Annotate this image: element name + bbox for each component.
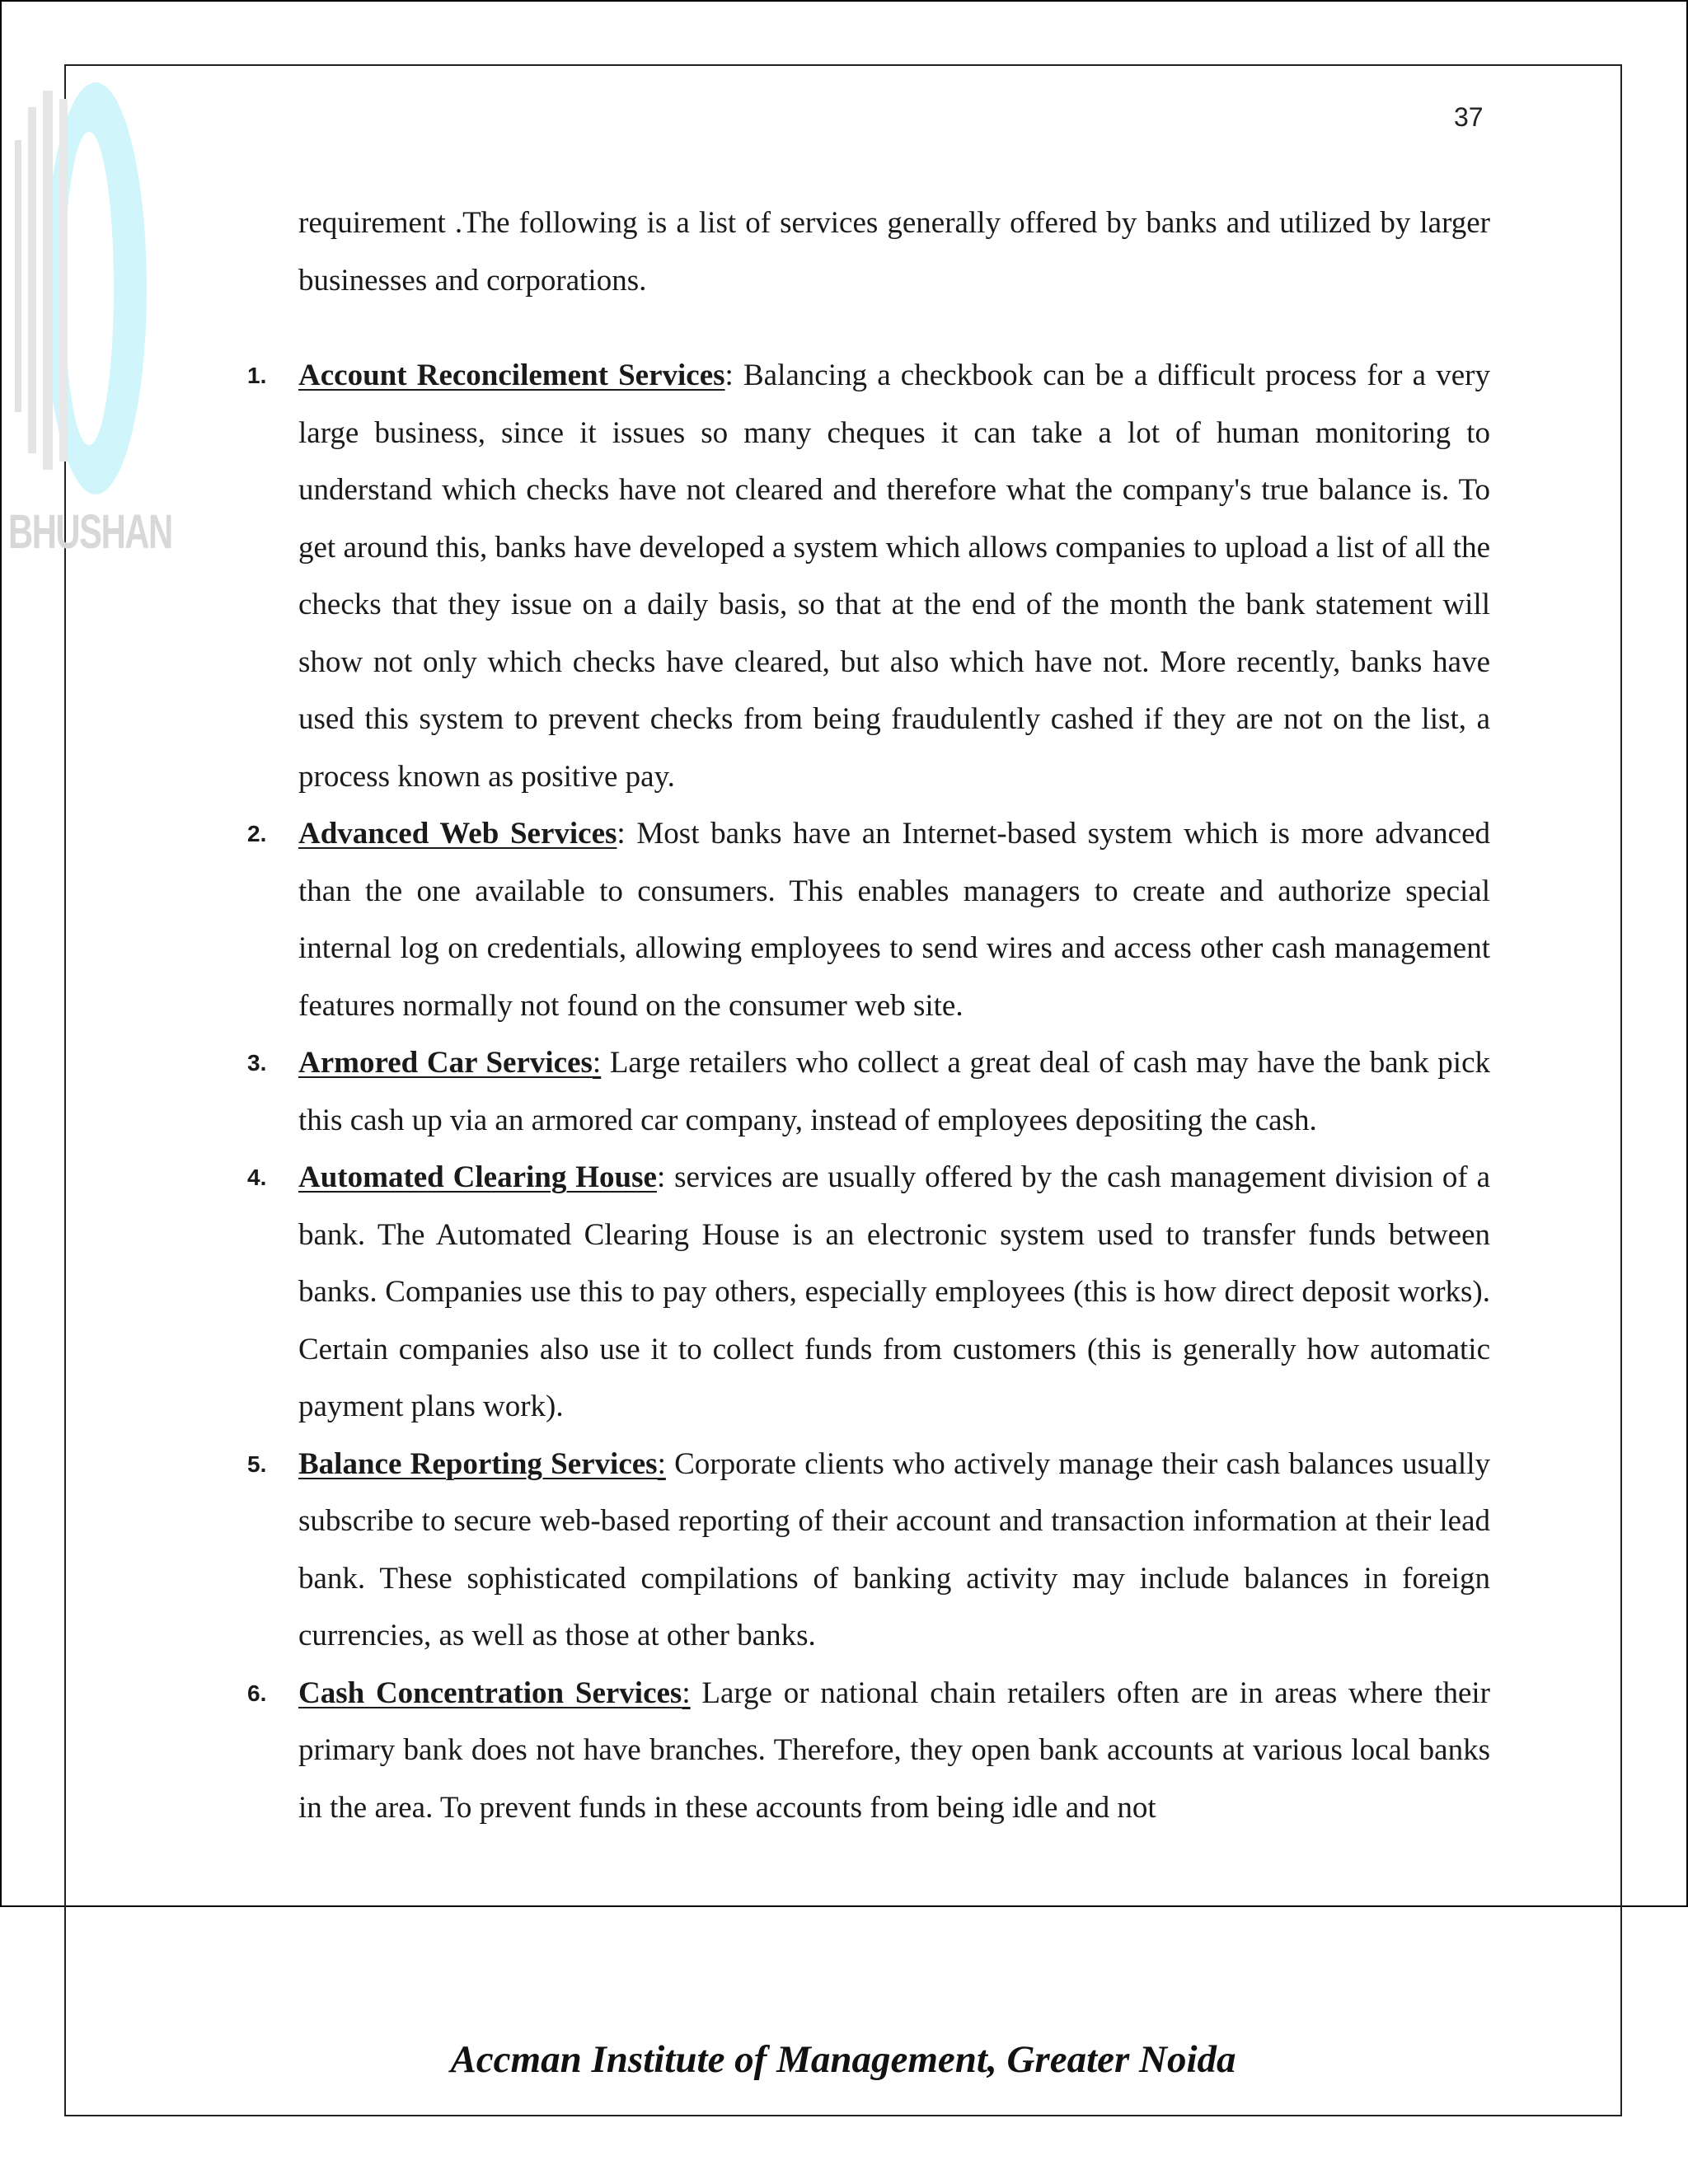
list-item-number: 6. xyxy=(247,1680,267,1706)
list-item xyxy=(247,1034,1490,1149)
term-separator: : xyxy=(592,1046,602,1080)
term-heading: Armored Car Services xyxy=(298,1046,593,1080)
watermark-text: BHUSHAN xyxy=(8,505,172,559)
list-item-text xyxy=(298,1436,1490,1665)
item-description: Large retailers who collect a great deal of cash may have the bank pick this cash up via an armored car company, instead of employees depositing the cash. xyxy=(298,1046,1490,1137)
list-item xyxy=(247,347,1490,805)
term-separator: : xyxy=(724,359,734,392)
term-separator: : xyxy=(657,1446,666,1481)
page-footer: Accman Institute of Management, Greater Noida xyxy=(450,2038,1236,2081)
list-item-text xyxy=(298,1665,1490,1837)
document-body xyxy=(247,194,1490,1836)
list-item-text xyxy=(298,1034,1490,1149)
list-item xyxy=(247,1436,1490,1665)
list-item xyxy=(247,805,1490,1034)
term-heading: Advanced Web Services xyxy=(298,817,617,851)
item-description: Balancing a checkbook can be a difficult process for a very large business, since it issues so many cheques it can take a lot of human monitoring to understand which checks have not cleared and therefore what the company's true balance is. To get around this, banks have developed a system which allows companies to upload a list of all the checks that they issue on a daily basis, so that at the end of the month the bank statement will show not only which checks have cleared, but also which have not. More recently, banks have used this system to prevent checks from being fraudulently cashed if they are not on the list, a process known as positive pay. xyxy=(298,359,1490,794)
term-heading: Automated Clearing House xyxy=(298,1160,657,1194)
intro-paragraph: requirement .The following is a list of services generally offered by banks and utilized by larger businesses and corporations. xyxy=(298,206,1490,298)
term-heading: Balance Reporting Services xyxy=(298,1446,658,1481)
term-heading: Cash Concentration Services xyxy=(298,1675,682,1710)
term-separator: : xyxy=(656,1160,666,1194)
list-item-number: 3. xyxy=(247,1050,267,1076)
list-item-text xyxy=(298,1149,1490,1436)
list-item xyxy=(247,1665,1490,1837)
list-item-number: 4. xyxy=(247,1165,267,1190)
scan-frame-top xyxy=(0,0,1688,2)
watermark-logo xyxy=(5,41,153,585)
list-item-number: 2. xyxy=(247,821,267,846)
page-number: 37 xyxy=(1454,102,1484,132)
item-description: Corporate clients who actively manage their cash balances usually subscribe to secure web-based reporting of their account and transaction information at their lead bank. These sophisticated compilations of banking activity may include balances in foreign currencies, as well as those at other banks. xyxy=(298,1446,1490,1652)
scan-frame-left xyxy=(0,0,2,1907)
item-description: Large or national chain retailers often are in areas where their primary bank does not have branches. Therefore, they open bank accounts at various local banks in the area. To prevent funds in these accounts from being idle and not xyxy=(298,1675,1490,1825)
list-item-number: 1. xyxy=(247,363,267,388)
list-item xyxy=(247,1149,1490,1436)
list-item-text xyxy=(298,805,1490,1034)
list-item-text xyxy=(298,347,1490,805)
list-item-number: 5. xyxy=(247,1451,267,1477)
term-separator: : xyxy=(617,817,626,851)
term-separator: : xyxy=(682,1675,691,1710)
term-heading: Account Reconcilement Services xyxy=(298,359,725,392)
item-description: services are usually offered by the cash management division of a bank. The Automated Clearing House is an electronic system used to transfer funds between banks. Companies use this to pay others, especially employees (this is how direct deposit works). Certain companies also use it to collect funds from customers (this is generally how automatic payment plans work). xyxy=(298,1160,1490,1423)
item-description: Most banks have an Internet-based system which is more advanced than the one available to consumers. This enables managers to create and authorize special internal log on credentials, allowing employees to send wires and access other cash management features normally not found on the consumer web site. xyxy=(298,817,1490,1023)
